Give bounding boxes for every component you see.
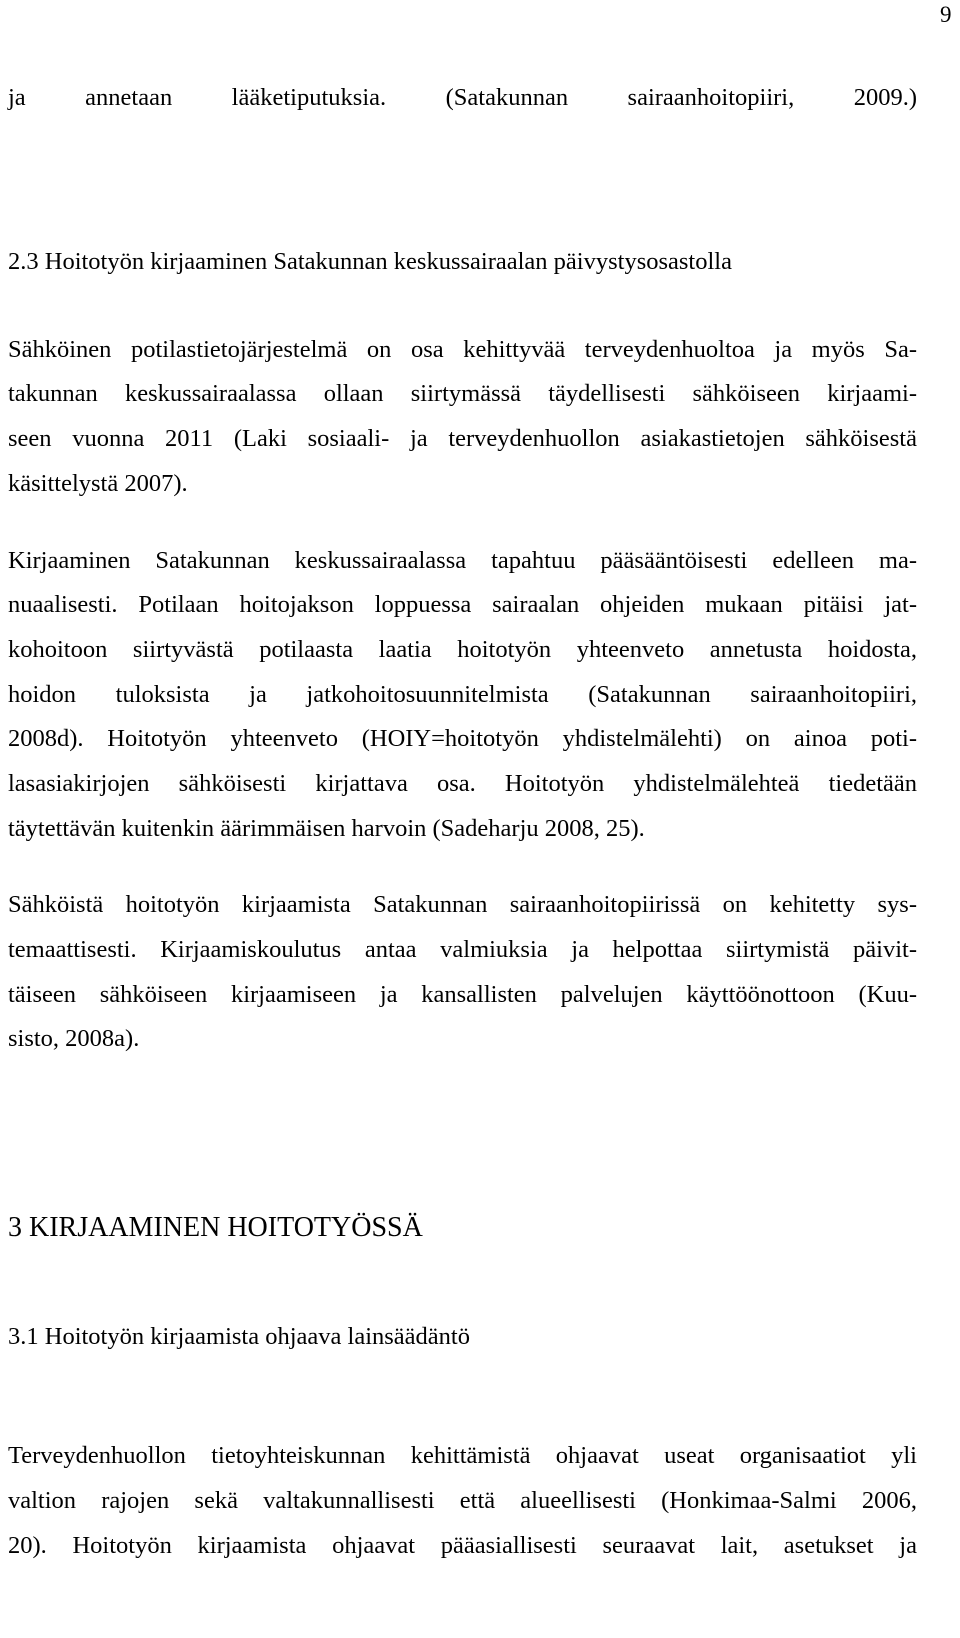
text-line: hoidon tuloksista ja jatkohoitosuunnitelmista (Satakunnan sairaanhoitopiiri, bbox=[8, 681, 917, 708]
text-line: sisto, 2008a). bbox=[8, 1025, 140, 1052]
text-line: nuaalisesti. Potilaan hoitojakson loppuessa sairaalan ohjeiden mukaan pitäisi jat- bbox=[8, 591, 917, 618]
text-line: valtion rajojen sekä valtakunnallisesti että alueellisesti (Honkimaa-Salmi 2006, bbox=[8, 1487, 917, 1514]
text-line: ja annetaan lääketiputuksia. (Satakunnan sairaanhoitopiiri, 2009.) bbox=[8, 84, 917, 111]
text-line: täytettävän kuitenkin äärimmäisen harvoin (Sadeharju 2008, 25). bbox=[8, 815, 645, 842]
text-line: käsittelystä 2007). bbox=[8, 470, 188, 497]
text-line: Sähköistä hoitotyön kirjaamista Satakunnan sairaanhoitopiirissä on kehitetty sys- bbox=[8, 891, 917, 918]
text-line: kohoitoon siirtyvästä potilaasta laatia hoitotyön yhteenveto annetusta hoidosta, bbox=[8, 636, 917, 663]
text-line: temaattisesti. Kirjaamiskoulutus antaa valmiuksia ja helpottaa siirtymistä päivit- bbox=[8, 936, 917, 963]
text-line: 20). Hoitotyön kirjaamista ohjaavat pääasiallisesti seuraavat lait, asetukset ja bbox=[8, 1532, 917, 1559]
page-number: 9 bbox=[940, 2, 952, 27]
text-line: Kirjaaminen Satakunnan keskussairaalassa tapahtuu pääsääntöisesti edelleen ma- bbox=[8, 547, 917, 574]
chapter-heading-3: 3 KIRJAAMINEN HOITOTYÖSSÄ bbox=[8, 1212, 423, 1243]
section-heading-3-1: 3.1 Hoitotyön kirjaamista ohjaava lainsäädäntö bbox=[8, 1323, 470, 1350]
section-heading-2-3: 2.3 Hoitotyön kirjaaminen Satakunnan keskussairaalan päivystysosastolla bbox=[8, 248, 732, 275]
text-line: täiseen sähköiseen kirjaamiseen ja kansallisten palvelujen käyttöönottoon (Kuu- bbox=[8, 981, 917, 1008]
text-line: 2008d). Hoitotyön yhteenveto (HOIY=hoitotyön yhdistelmälehti) on ainoa poti- bbox=[8, 725, 917, 752]
text-line: lasasiakirjojen sähköisesti kirjattava osa. Hoitotyön yhdistelmälehteä tiedetään bbox=[8, 770, 917, 797]
text-line: Sähköinen potilastietojärjestelmä on osa kehittyvää terveydenhuoltoa ja myös Sa- bbox=[8, 336, 917, 363]
text-line: Terveydenhuollon tietoyhteiskunnan kehittämistä ohjaavat useat organisaatiot yli bbox=[8, 1442, 917, 1469]
text-line: seen vuonna 2011 (Laki sosiaali- ja terveydenhuollon asiakastietojen sähköisestä bbox=[8, 425, 917, 452]
text-line: takunnan keskussairaalassa ollaan siirtymässä täydellisesti sähköiseen kirjaami- bbox=[8, 380, 917, 407]
